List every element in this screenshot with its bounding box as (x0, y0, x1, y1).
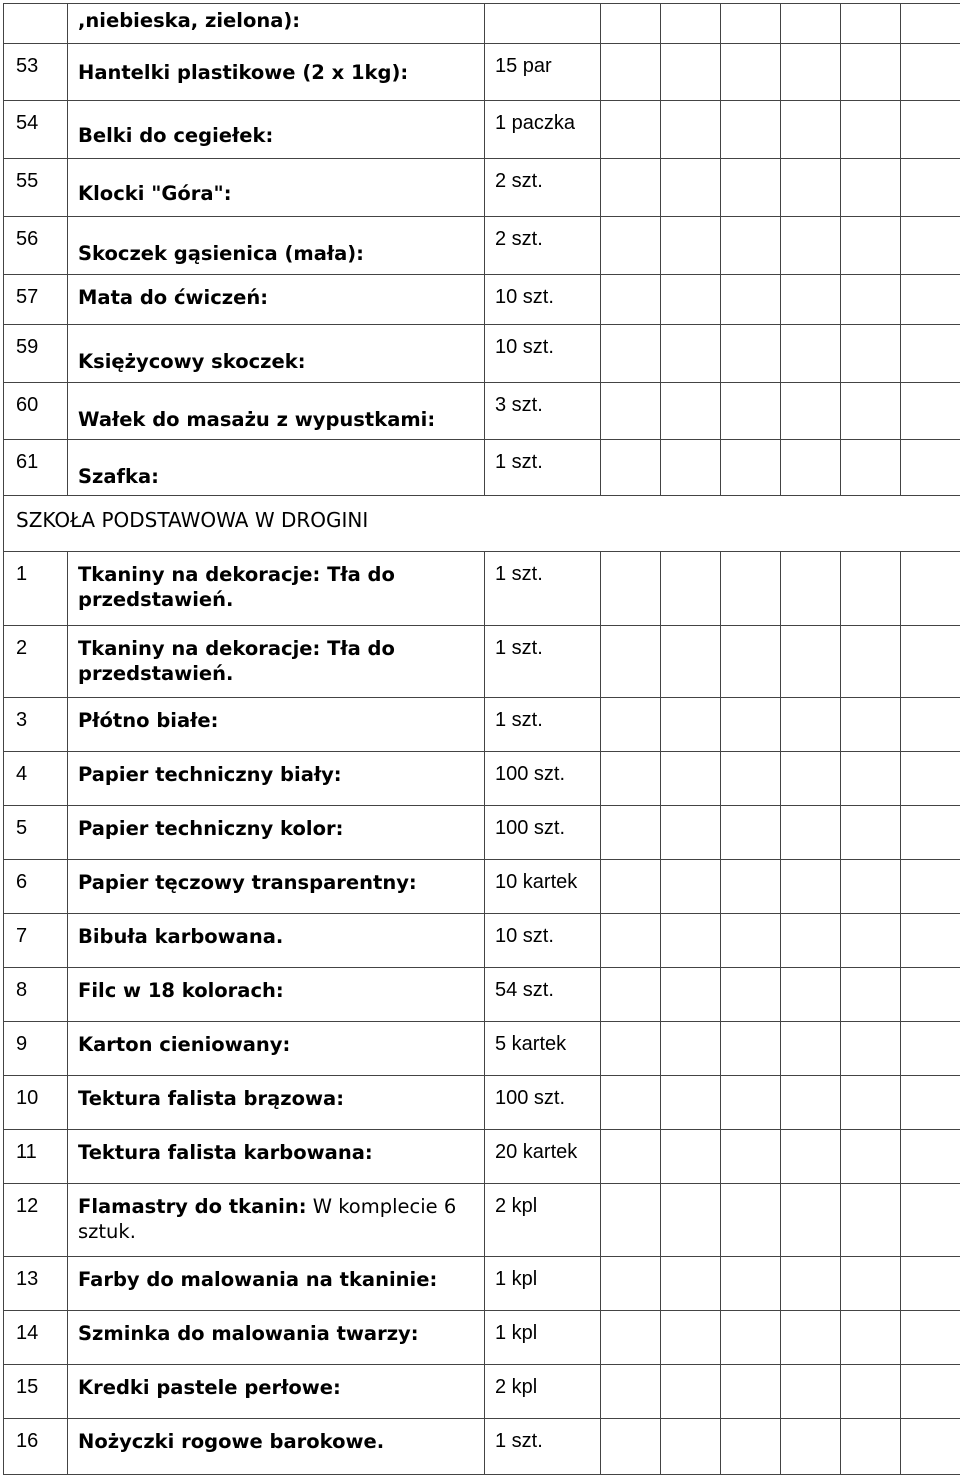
item-name (68, 275, 485, 325)
item-quantity: 1 kpl (485, 1311, 601, 1365)
item-quantity: 3 szt. (485, 383, 601, 440)
item-name-text: Bibuła karbowana. (78, 925, 283, 948)
item-number: 10 (4, 1076, 68, 1130)
item-number: 1 (4, 552, 68, 626)
item-number: 3 (4, 698, 68, 752)
item-name (68, 383, 485, 440)
table-row (4, 626, 960, 698)
item-number: 59 (4, 325, 68, 383)
item-number: 6 (4, 860, 68, 914)
item-name (68, 698, 485, 752)
table-row (4, 440, 960, 496)
item-quantity: 1 szt. (485, 1419, 601, 1475)
table-row (4, 1076, 960, 1130)
item-name (68, 1257, 485, 1311)
item-name (68, 1365, 485, 1419)
item-number: 8 (4, 968, 68, 1022)
table-row (4, 1311, 960, 1365)
item-name (68, 552, 485, 626)
table-row (4, 914, 960, 968)
item-name (68, 860, 485, 914)
item-quantity: 100 szt. (485, 752, 601, 806)
item-name (68, 44, 485, 101)
item-quantity: 2 szt. (485, 217, 601, 275)
item-name (68, 1184, 485, 1257)
item-quantity: 1 szt. (485, 552, 601, 626)
item-name (68, 1130, 485, 1184)
table-row (4, 806, 960, 860)
table-row (4, 1365, 960, 1419)
item-name-text: Tektura falista brązowa: (78, 1087, 344, 1110)
item-name (68, 1022, 485, 1076)
item-name-text: Tkaniny na dekoracje: Tła do przedstawień. (78, 637, 395, 685)
item-quantity: 15 par (485, 44, 601, 101)
table-row (4, 325, 960, 383)
item-name (68, 1311, 485, 1365)
item-name-continuation: ,niebieska, zielona): (68, 4, 485, 44)
item-number: 57 (4, 275, 68, 325)
table-row (4, 1419, 960, 1475)
item-quantity: 2 szt. (485, 159, 601, 217)
item-name-text: Skoczek gąsienica (mała): (78, 242, 364, 265)
table-row (4, 217, 960, 275)
item-quantity: 2 kpl (485, 1184, 601, 1257)
item-number: 61 (4, 440, 68, 496)
item-number: 5 (4, 806, 68, 860)
item-name (68, 752, 485, 806)
item-quantity: 1 kpl (485, 1257, 601, 1311)
item-name-text: Szafka: (78, 465, 159, 488)
item-name (68, 217, 485, 275)
item-name (68, 325, 485, 383)
item-quantity: 1 paczka (485, 101, 601, 159)
item-quantity: 20 kartek (485, 1130, 601, 1184)
table-row (4, 552, 960, 626)
table-row (4, 159, 960, 217)
table-row (4, 383, 960, 440)
item-name-text: Nożyczki rogowe barokowe. (78, 1430, 384, 1453)
item-name (68, 968, 485, 1022)
table-row (4, 1257, 960, 1311)
item-name (68, 806, 485, 860)
item-number: 12 (4, 1184, 68, 1257)
item-number: 54 (4, 101, 68, 159)
item-name-text: Papier techniczny kolor: (78, 817, 343, 840)
item-quantity: 10 szt. (485, 275, 601, 325)
item-name (68, 159, 485, 217)
item-name-text: Mata do ćwiczeń: (78, 286, 268, 309)
item-name (68, 440, 485, 496)
item-quantity: 100 szt. (485, 1076, 601, 1130)
item-name-text: Księżycowy skoczek: (78, 350, 306, 373)
item-name-text: Hantelki plastikowe (2 x 1kg): (78, 61, 408, 84)
item-name (68, 626, 485, 698)
table-row (4, 1184, 960, 1257)
item-name (68, 1076, 485, 1130)
table-row (4, 1130, 960, 1184)
item-quantity: 1 szt. (485, 626, 601, 698)
table-row (4, 968, 960, 1022)
item-name-text: Papier techniczny biały: (78, 763, 342, 786)
item-number: 55 (4, 159, 68, 217)
equipment-table (3, 3, 960, 1475)
item-name-text: Szminka do malowania twarzy: (78, 1322, 419, 1345)
item-number: 4 (4, 752, 68, 806)
item-number: 14 (4, 1311, 68, 1365)
item-quantity: 10 szt. (485, 914, 601, 968)
item-number: 15 (4, 1365, 68, 1419)
item-quantity: 100 szt. (485, 806, 601, 860)
item-name-text: Klocki "Góra": (78, 182, 232, 205)
table-row (4, 275, 960, 325)
table-row (4, 860, 960, 914)
table-row (4, 1022, 960, 1076)
item-name-text: Tektura falista karbowana: (78, 1141, 373, 1164)
table-row (4, 44, 960, 101)
table-row (4, 4, 960, 44)
item-name-text: Flamastry do tkanin: (78, 1195, 307, 1218)
item-quantity: 2 kpl (485, 1365, 601, 1419)
item-quantity: 5 kartek (485, 1022, 601, 1076)
item-number: 60 (4, 383, 68, 440)
item-number: 7 (4, 914, 68, 968)
item-name-text: Karton cieniowany: (78, 1033, 290, 1056)
item-name-text: Farby do malowania na tkaninie: (78, 1268, 437, 1291)
section-header-row (4, 496, 960, 552)
item-name (68, 101, 485, 159)
section-title: SZKOŁA PODSTAWOWA W DROGINI (4, 496, 960, 552)
item-name-text: Papier tęczowy transparentny: (78, 871, 417, 894)
item-number: 11 (4, 1130, 68, 1184)
item-quantity: 10 szt. (485, 325, 601, 383)
item-name-detail: W komplecie 6 sztuk. (78, 1195, 456, 1243)
item-number: 53 (4, 44, 68, 101)
item-name-text: Wałek do masażu z wypustkami: (78, 408, 435, 431)
table-row (4, 752, 960, 806)
item-number: 13 (4, 1257, 68, 1311)
item-name-text: Tkaniny na dekoracje: Tła do przedstawień. (78, 563, 395, 611)
item-number: 16 (4, 1419, 68, 1475)
table-row (4, 698, 960, 752)
item-name-text: Belki do cegiełek: (78, 124, 273, 147)
item-name (68, 1419, 485, 1475)
item-number: 2 (4, 626, 68, 698)
item-quantity: 54 szt. (485, 968, 601, 1022)
item-name-text: Filc w 18 kolorach: (78, 979, 284, 1002)
table-row (4, 101, 960, 159)
item-name-text: Płótno białe: (78, 709, 218, 732)
item-quantity: 1 szt. (485, 698, 601, 752)
item-quantity: 10 kartek (485, 860, 601, 914)
item-quantity: 1 szt. (485, 440, 601, 496)
item-name-text: Kredki pastele perłowe: (78, 1376, 341, 1399)
item-number: 56 (4, 217, 68, 275)
item-name (68, 914, 485, 968)
item-number: 9 (4, 1022, 68, 1076)
